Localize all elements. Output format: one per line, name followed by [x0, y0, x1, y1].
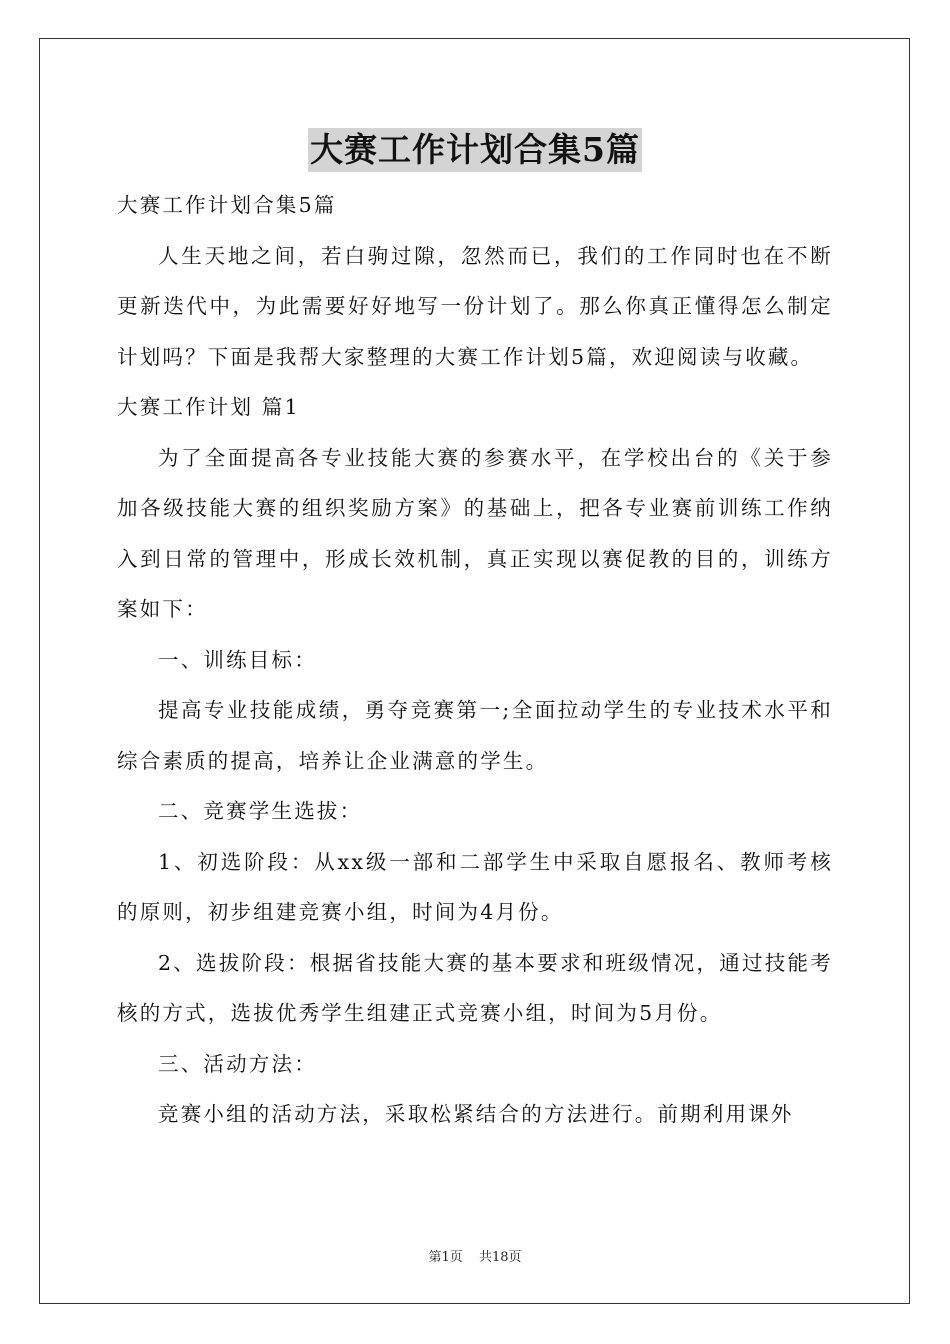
document-title-text: 大赛工作计划合集5篇	[308, 128, 642, 172]
page-footer	[0, 1246, 950, 1265]
page-number: 第1页	[428, 1250, 463, 1265]
paragraph: 二、竞赛学生选拔：	[158, 799, 363, 823]
paragraph: 1、初选阶段：从xx级一部和二部学生中采取自愿报名、教师考核的原则，初步组建竞赛小组，时间为4月份。	[117, 849, 833, 924]
paragraph: 一、训练目标：	[158, 647, 317, 672]
paragraph: 竞赛小组的活动方法，采取松紧结合的方法进行。前期利用课外	[158, 1102, 794, 1126]
paragraph: 提高专业技能成绩，勇夺竞赛第一;全面拉动学生的专业技术水平和综合素质的提高，培养让企业满意的学生。	[117, 698, 833, 773]
paragraph: 为了全面提高各专业技能大赛的参赛水平，在学校出台的《关于参加各级技能大赛的组织奖励方案》的基础上，把各专业赛前训练工作纳入到日常的管理中，形成长效机制，真正实现以赛促教的目的，训练方案如下：	[117, 445, 833, 621]
paragraph: 三、活动方法：	[158, 1051, 317, 1076]
paragraph: 大赛工作计划合集5篇	[117, 193, 337, 217]
paragraph: 2、选拔阶段：根据省技能大赛的基本要求和班级情况，通过技能考核的方式，选拔优秀学生组建正式竞赛小组，时间为5月份。	[117, 950, 833, 1025]
page-total: 共18页	[478, 1250, 522, 1265]
document-body	[117, 180, 833, 1140]
document-title	[0, 128, 950, 178]
paragraph: 人生天地之间，若白驹过隙，忽然而已，我们的工作同时也在不断更新迭代中，为此需要好好地写一份计划了。那么你真正懂得怎么制定计划吗？下面是我帮大家整理的大赛工作计划5篇，欢迎阅读与收藏。	[117, 243, 833, 369]
paragraph: 大赛工作计划 篇1	[117, 395, 300, 419]
